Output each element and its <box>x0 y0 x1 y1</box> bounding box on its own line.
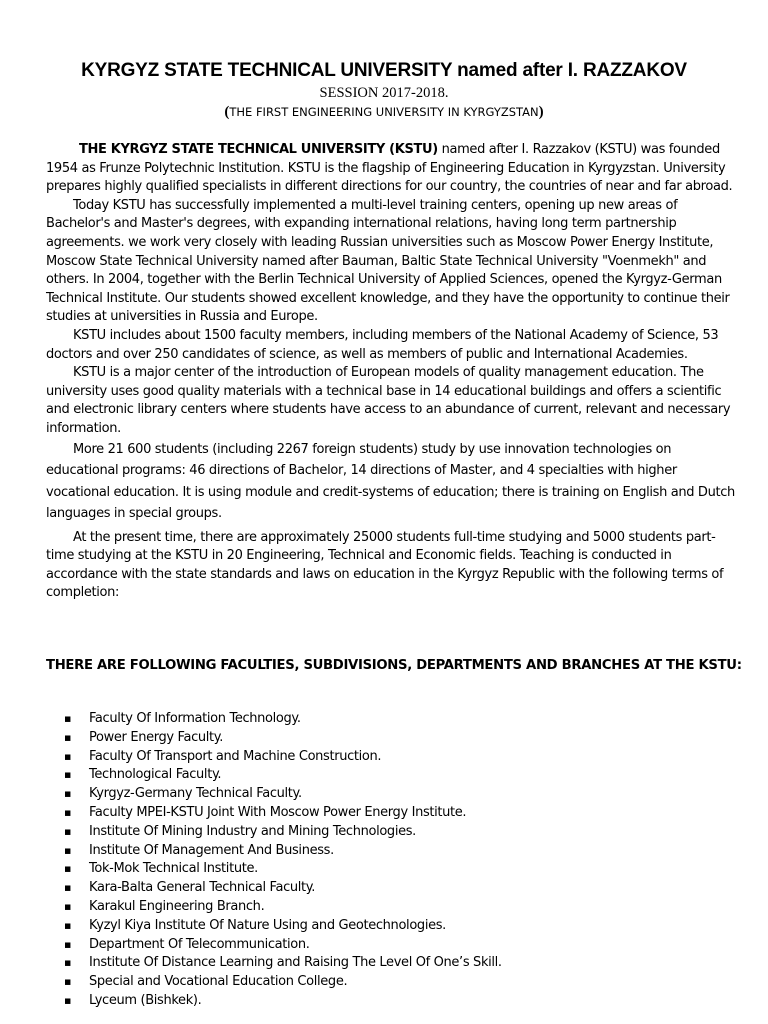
bullet-icon: ▪ <box>64 937 72 951</box>
faculties-heading: THERE ARE FOLLOWING FACULTIES, SUBDIVISIONS, DEPARTMENTS AND BRANCHES AT THE KSTU: <box>46 658 742 673</box>
faculties-list <box>64 710 502 1011</box>
paragraph: KSTU is a major center of the introduction of European models of quality management education. The university uses good quality materials with a technical base in 14 educational buildings and offers a scientific and electronic library centers where students have access to an abundance of current, relevant and necessary information. <box>46 365 731 436</box>
bullet-icon: ▪ <box>64 712 72 725</box>
intro-paragraph <box>46 141 736 197</box>
list-item: ▪ Lyceum (Bishkek). <box>64 992 502 1011</box>
list-item: ▪ Technological Faculty. <box>64 766 502 785</box>
session-line: SESSION 2017-2018. <box>319 85 449 101</box>
paragraph: At the present time, there are approximately 25000 students full-time studying and 5000 students part-time studying at the KSTU in 20 Engineering, Technical and Economic fields. Teaching is conducted in accordance with the state standards and laws on education in the Kyrgyz Republic with the following terms of completion: <box>46 529 724 601</box>
list-item: ▪ Institute Of Distance Learning and Raising The Level Of One’s Skill. <box>64 954 502 973</box>
paragraph: Today KSTU has successfully implemented a multi-level training centers, opening up new areas of Bachelor's and Master's degrees, with expanding international relations, having long term partnership agreements. we work very closely with leading Russian universities such as Moscow Power Energy Institute, Moscow State Technical University named after Bauman, Baltic State Technical University "Voenmekh" and others. In 2004, together with the Berlin Technical University of Applied Sciences, opened the Kyrgyz-German Technical Institute. Our students showed excellent knowledge, and they have the opportunity to continue their studies at universities in Russia and Europe. <box>46 197 730 325</box>
list-item: ▪ Special and Vocational Education College. <box>64 973 502 992</box>
intro-rest: named after I. Razzakov (KSTU) was founded 1954 as Frunze Polytechnic Institution. KSTU is the flagship of Engineering Education in Kyrgyzstan. University prepares highly qualified specialists in different directions for our country, the countries of near and far abroad. <box>46 142 733 195</box>
list-item: ▪ Kara-Balta General Technical Faculty. <box>64 879 502 898</box>
list-item: ▪ Institute Of Management And Business. <box>64 842 502 861</box>
paragraph: More 21 600 students (including 2267 foreign students) study by use innovation technologies on educational programs: 46 directions of Bachelor, 14 directions of Master, and 4 specialties with higher vocational education. It is using module and credit-systems of education; there is training on English and Dutch languages in special groups. <box>46 441 735 521</box>
page-title: KYRGYZ STATE TECHNICAL UNIVERSITY named after I. RAZZAKOV <box>81 60 687 81</box>
bullet-icon: ▪ <box>64 749 72 763</box>
subtitle-open-paren: ( <box>224 104 230 120</box>
bullet-icon: ▪ <box>64 824 72 838</box>
list-item: ▪ Kyzyl Kiya Institute Of Nature Using and Geotechnologies. <box>64 917 502 936</box>
subtitle <box>0 104 768 121</box>
bullet-icon: ▪ <box>64 975 72 989</box>
body-text <box>46 141 736 603</box>
bullet-icon: ▪ <box>64 993 72 1007</box>
bullet-icon: ▪ <box>64 899 72 913</box>
list-item: ▪ Institute Of Mining Industry and Mining Technologies. <box>64 823 502 842</box>
subtitle-text: THE FIRST ENGINEERING UNIVERSITY IN KYRGYZSTAN <box>229 105 539 119</box>
bullet-icon: ▪ <box>64 843 72 857</box>
bullet-icon: ▪ <box>64 862 72 876</box>
list-item: ▪ Power Energy Faculty. <box>64 729 502 748</box>
list-item: ▪ Faculty Of Information Technology. <box>64 710 502 729</box>
list-item: ▪ Faculty Of Transport and Machine Construction. <box>64 748 502 767</box>
paragraph: KSTU includes about 1500 faculty members, including members of the National Academy of Science, 53 doctors and over 250 candidates of science, as well as members of public and International Academies. <box>46 327 719 362</box>
bullet-icon: ▪ <box>64 881 72 895</box>
bullet-icon: ▪ <box>64 768 72 782</box>
bullet-icon: ▪ <box>64 787 72 801</box>
list-item: ▪ Faculty MPEI-KSTU Joint With Moscow Power Energy Institute. <box>64 804 502 823</box>
list-item: ▪ Kyrgyz-Germany Technical Faculty. <box>64 785 502 804</box>
intro-lead: THE KYRGYZ STATE TECHNICAL UNIVERSITY (KSTU) <box>79 142 438 157</box>
bullet-icon: ▪ <box>64 918 72 932</box>
bullet-icon: ▪ <box>64 805 72 819</box>
list-item: ▪ Tok-Mok Technical Institute. <box>64 860 502 879</box>
list-item: ▪ Department Of Telecommunication. <box>64 936 502 955</box>
subtitle-close-paren: ) <box>538 104 544 120</box>
bullet-icon: ▪ <box>64 956 72 970</box>
bullet-icon: ▪ <box>64 730 72 744</box>
list-item: ▪ Karakul Engineering Branch. <box>64 898 502 917</box>
